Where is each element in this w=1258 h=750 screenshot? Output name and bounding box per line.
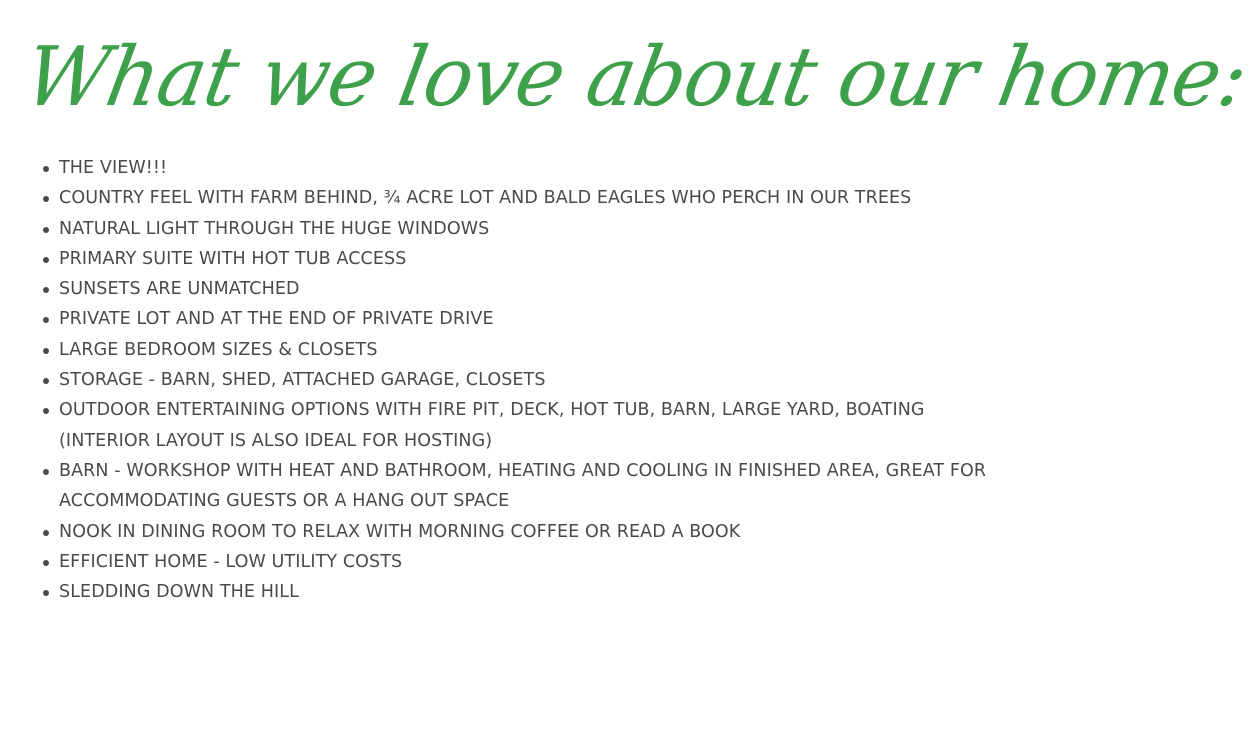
list-item <box>38 274 993 304</box>
list-item-text: PRIMARY SUITE WITH HOT TUB ACCESS <box>59 248 407 269</box>
list-item-text: EFFICIENT HOME - LOW UTILITY COSTS <box>59 551 403 572</box>
list-item <box>38 456 993 517</box>
list-item-text: OUTDOOR ENTERTAINING OPTIONS WITH FIRE PIT, DECK, HOT TUB, BARN, LARGE YARD, BOATING (INTERIOR LAYOUT IS ALSO IDEAL FOR HOSTING) <box>59 400 925 451</box>
list-item-text: SUNSETS ARE UNMATCHED <box>59 279 300 300</box>
list-item <box>38 214 993 244</box>
list-item <box>38 517 993 547</box>
list-item <box>38 395 993 456</box>
list-item-text: COUNTRY FEEL WITH FARM BEHIND, ¾ ACRE LOT AND BALD EAGLES WHO PERCH IN OUR TREES <box>59 188 912 209</box>
list-item <box>38 183 993 213</box>
list-item <box>38 244 993 274</box>
list-item <box>38 547 993 577</box>
list-item-text: LARGE BEDROOM SIZES & CLOSETS <box>59 339 378 360</box>
features-list <box>38 153 993 607</box>
page-title: What we love about our home: <box>17 30 1254 125</box>
list-item <box>38 335 993 365</box>
list-item-text: NATURAL LIGHT THROUGH THE HUGE WINDOWS <box>59 218 490 239</box>
list-item-text: BARN - WORKSHOP WITH HEAT AND BATHROOM, HEATING AND COOLING IN FINISHED AREA, GREAT FOR ACCOMMODATING GUESTS OR A HANG OUT SPACE <box>59 460 987 512</box>
list-item-text: THE VIEW!!! <box>59 158 168 178</box>
list-item-text: SLEDDING DOWN THE HILL <box>59 582 299 603</box>
list-item <box>38 304 993 334</box>
list-item-text: PRIVATE LOT AND AT THE END OF PRIVATE DRIVE <box>59 309 494 330</box>
list-item-text: STORAGE - BARN, SHED, ATTACHED GARAGE, CLOSETS <box>59 370 546 391</box>
list-item <box>38 577 993 607</box>
list-item <box>38 153 993 183</box>
list-item-text: NOOK IN DINING ROOM TO RELAX WITH MORNING COFFEE OR READ A BOOK <box>59 521 741 542</box>
list-item <box>38 365 993 395</box>
